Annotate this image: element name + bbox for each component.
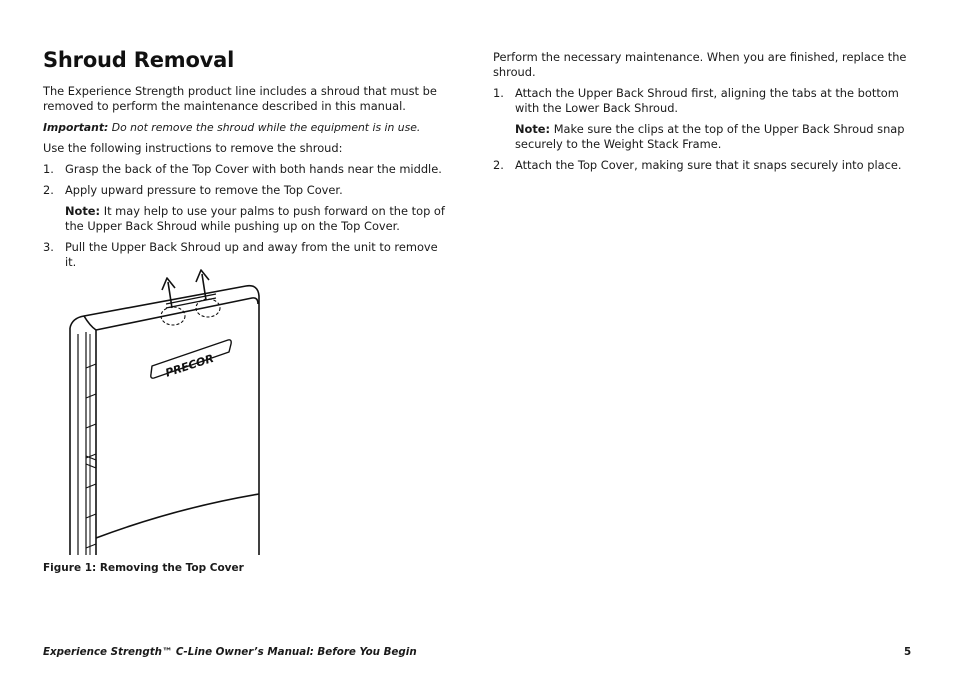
removal-steps-continued: [43, 240, 448, 270]
list-item: [43, 240, 448, 270]
footer-title: Experience Strength™ C-Line Owner’s Manual: Before You Begin: [43, 646, 417, 658]
step-text: Grasp the back of the Top Cover with both hands near the middle.: [65, 162, 442, 176]
important-label: Important:: [43, 121, 109, 134]
instructions-lead: Use the following instructions to remove the shroud:: [43, 141, 343, 155]
top-cover-illustration: [66, 268, 266, 558]
list-item: [493, 158, 913, 173]
list-item: [493, 86, 913, 116]
note-label: Note:: [65, 204, 101, 218]
step-text: Pull the Upper Back Shroud up and away from the unit to remove it.: [65, 240, 438, 269]
lower-seam: [96, 494, 259, 538]
intro-paragraph: The Experience Strength product line includes a shroud that must be removed to perform the maintenance described in this manual.: [43, 84, 437, 113]
replace-steps-continued: [493, 158, 913, 173]
step-text: Attach the Upper Back Shroud first, aligning the tabs at the bottom with the Lower Back Shroud.: [515, 86, 899, 115]
replace-steps: [493, 86, 913, 116]
replace-note: [493, 122, 913, 152]
step-text: Attach the Top Cover, making sure that it snaps securely into place.: [515, 158, 902, 172]
step-number: 1.: [493, 86, 504, 100]
section-heading: Shroud Removal: [43, 48, 235, 72]
note-text: Make sure the clips at the top of the Upper Back Shroud snap securely to the Weight Stack Frame.: [515, 122, 905, 151]
shroud-drawing: [66, 268, 266, 558]
important-notice: [43, 120, 448, 135]
note-label: Note:: [515, 122, 551, 136]
step-number: 3.: [43, 240, 54, 254]
replace-intro: Perform the necessary maintenance. When you are finished, replace the shroud.: [493, 50, 907, 79]
removal-note: [43, 204, 448, 234]
list-item: [43, 183, 448, 198]
logo-text: PRECOR: [163, 351, 216, 380]
step-number: 2.: [493, 158, 504, 172]
step-text: Apply upward pressure to remove the Top Cover.: [65, 183, 343, 197]
right-column: [493, 50, 913, 179]
cover-lip: [96, 298, 258, 330]
figure-caption: Figure 1: Removing the Top Cover: [43, 562, 244, 574]
left-column: [43, 46, 448, 276]
step-number: 1.: [43, 162, 54, 176]
page-number: 5: [904, 646, 912, 658]
list-item: [43, 162, 448, 177]
note-text: It may help to use your palms to push forward on the top of the Upper Back Shroud while pushing up on the Top Cover.: [65, 204, 445, 233]
step-number: 2.: [43, 183, 54, 197]
important-text: Do not remove the shroud while the equipment is in use.: [108, 121, 421, 134]
removal-steps: [43, 162, 448, 198]
